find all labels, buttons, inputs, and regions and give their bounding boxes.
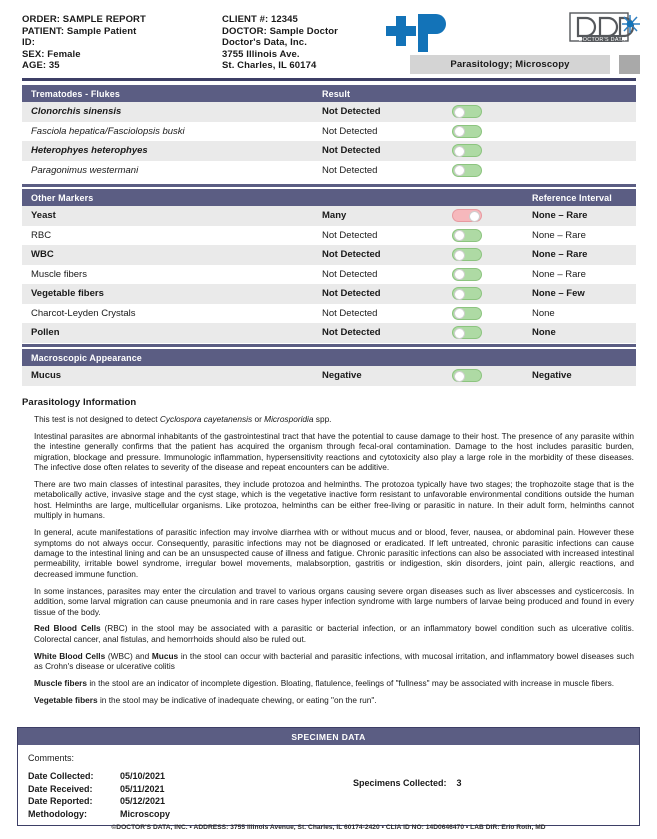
info-paragraph-muscle-fibers: Muscle fibers in the stool are an indicator of incomplete digestion. Bloating, flatulence, feelings of "fullness" may be associated with increase in muscle fibers. (34, 678, 615, 689)
section-trematodes (22, 85, 636, 180)
date-collected-row (28, 770, 639, 783)
toggle-knob (454, 165, 465, 176)
methodology-label: Methodology: (28, 808, 87, 819)
analyte-reference: None – Rare (532, 229, 586, 241)
analyte-name: Mucus (31, 370, 62, 382)
result-indicator (452, 248, 532, 261)
analyte-result: Not Detected (322, 307, 378, 319)
analyte-result: Negative (322, 370, 362, 382)
table-row (22, 265, 636, 285)
analyte-name: Yeast (31, 210, 56, 222)
toggle-knob (454, 107, 465, 118)
analyte-name: Paragonimus westermani (31, 164, 139, 176)
specimen-data-box (17, 727, 640, 826)
table-row (22, 284, 636, 304)
table-row (22, 245, 636, 265)
analyte-result: Not Detected (322, 327, 381, 339)
lab-name-line: Doctor's Data, Inc. (222, 37, 307, 49)
table-row (22, 304, 636, 324)
date-received-label: Date Received: (28, 783, 93, 794)
date-collected-label: Date Collected: (28, 771, 94, 781)
toggle-knob (454, 126, 465, 137)
specimens-collected-value: 3 (456, 778, 462, 788)
toggle-normal-icon (452, 268, 482, 281)
analyte-result: Not Detected (322, 288, 381, 300)
analyte-result: Not Detected (322, 125, 378, 137)
client-line: CLIENT #: 12345 (222, 14, 298, 25)
toggle-normal-icon (452, 307, 482, 320)
info-paragraph: In general, acute manifestations of parasitic infection may involve diarrhea with or without mucus and or blood, fever, nausea, or abdominal pain. However these symptoms do not always occur. Consequently, parasitic infections may not be diagnosed or eradicated. If left untreated, chronic parasitic infections can cause damage to the intestinal lining and can be an unsuspected cause of illness and fatigue. Chronic parasitic infections can also be associated with increased intestinal permeability, irritable bowel syndrome, irregular bowel movements, malabsorption, gastritis or indigestion, skin disorders, joint pain, allergic reactions, and decreased immune function. (34, 527, 634, 579)
column-header-result: Result (322, 88, 351, 99)
analyte-name: Heterophyes heterophyes (31, 145, 148, 157)
info-paragraph: In some instances, parasites may enter the circulation and travel to various organs causing severe organ diseases such as liver abscesses and cysticercosis. In addition, some larval migration can cause pneumonia and in rare cases hyper infection syndrome with large numbers of larvae being produced and found in every tissue of the body. (34, 585, 634, 617)
table-row (22, 141, 636, 161)
patient-line: PATIENT: Sample Patient (22, 25, 137, 37)
info-paragraph-vegetable-fibers: Vegetable fibers in the stool may be indicative of inadequate chewing, or eating "on the run". (34, 694, 377, 705)
result-indicator (452, 105, 532, 118)
toggle-normal-icon (452, 287, 482, 300)
lab-street-line: 3755 Illinois Ave. (222, 48, 300, 60)
toggle-normal-icon (452, 125, 482, 138)
comments-label: Comments: (28, 753, 75, 763)
analyte-result: Not Detected (322, 249, 381, 261)
table-row (22, 206, 636, 226)
analyte-result: Not Detected (322, 229, 378, 241)
toggle-normal-icon (452, 229, 482, 242)
date-received-row (28, 783, 639, 796)
toggle-normal-icon (452, 164, 482, 177)
date-reported-label: Date Reported: (28, 796, 93, 807)
analyte-name: Charcot-Leyden Crystals (31, 307, 136, 319)
section-title: Other Markers (31, 192, 94, 203)
toggle-normal-icon (452, 326, 482, 339)
section-title: Trematodes - Flukes (31, 88, 120, 99)
toggle-knob (454, 308, 465, 319)
order-line: ORDER: SAMPLE REPORT (22, 14, 146, 25)
section-header-other-markers (22, 189, 636, 206)
analyte-reference: None (532, 307, 555, 319)
date-received-value: 05/11/2021 (120, 783, 165, 794)
specimens-collected-label: Specimens Collected: (353, 778, 447, 788)
section-title: Macroscopic Appearance (31, 352, 142, 363)
analyte-name: RBC (31, 229, 52, 241)
analyte-name: Pollen (31, 327, 60, 339)
result-indicator (452, 209, 532, 222)
toggle-knob (454, 230, 465, 241)
analyte-result: Many (322, 210, 347, 222)
header-divider (22, 78, 636, 81)
column-header-reference: Reference Interval (532, 192, 612, 203)
analyte-name: Vegetable fibers (31, 288, 104, 300)
analyte-reference: None (532, 327, 556, 339)
sex-line: SEX: Female (22, 48, 81, 60)
analyte-result: Not Detected (322, 268, 378, 280)
result-indicator (452, 229, 532, 242)
analyte-reference: None – Rare (532, 249, 588, 261)
footer-legal-line: ©DOCTOR'S DATA, INC. • ADDRESS: 3755 Illinois Avenue, St. Charles, IL 60174-2420 • CLIA ID NO: 14D0646470 • LAB DIR: Erlo Roth, MD (111, 824, 546, 831)
methodology-row (28, 808, 639, 821)
toggle-normal-icon (452, 369, 482, 382)
svg-text:DOCTOR'S DATA: DOCTOR'S DATA (578, 37, 626, 43)
doctors-data-logo-icon (568, 11, 644, 51)
report-header (0, 0, 657, 76)
test-color-swatch (619, 55, 640, 74)
toggle-knob (469, 211, 480, 222)
table-row (22, 122, 636, 142)
toggle-knob (454, 250, 465, 261)
age-line: AGE: 35 (22, 60, 60, 72)
info-paragraph: Intestinal parasites are abnormal inhabitants of the gastrointestinal tract that have the potential to cause damage to their host. The presence of any parasite within the intestine generally confirms that the patient has acquired the organism through fecal-oral contamination. Damage to the host includes parasitic burden, migration, blockage and pressure. Immunologic inflammation, hypersensitivity reactions and cytotoxicity also play a large role in the morbidity of these diseases. The infective dose often relates to severity of the disease and repeat encounters can be additive. (34, 430, 634, 473)
toggle-abnormal-icon (452, 209, 482, 222)
analyte-result: Not Detected (322, 106, 381, 118)
result-indicator (452, 164, 532, 177)
toggle-normal-icon (452, 105, 482, 118)
table-row (22, 161, 636, 181)
date-collected-value: 05/10/2021 (120, 771, 166, 781)
toggle-normal-icon (452, 248, 482, 261)
toggle-knob (454, 371, 465, 382)
analyte-reference: Negative (532, 370, 572, 382)
client-info-block (222, 14, 338, 72)
date-reported-row (28, 795, 639, 808)
analyte-result: Not Detected (322, 164, 378, 176)
section-header-macroscopic (22, 349, 636, 366)
section-macroscopic (22, 349, 636, 386)
section-other-markers (22, 189, 636, 343)
parasitology-information (22, 397, 636, 712)
section-divider-2 (22, 344, 636, 347)
result-indicator (452, 369, 532, 382)
info-paragraph: There are two main classes of intestinal parasites, they include protozoa and helminths. The protozoa typically have two stages; the trophozoite stage that is the metabolically active, invasive stage and the cyst stage, which is the vegetative inactive form resistant to unfavorable environmental conditions outside the human host. Helminths are large, multicellular organisms. Like protozoa, helminths can be either free-living or parasitic in nature. In their adult form, helminths cannot multiply in humans. (34, 479, 634, 521)
section-divider-1 (22, 184, 636, 187)
analyte-reference: None – Rare (532, 210, 588, 222)
toggle-knob (454, 328, 465, 339)
specimen-data-body (18, 745, 639, 825)
lab-city-line: St. Charles, IL 60174 (222, 60, 317, 72)
analyte-result: Not Detected (322, 145, 381, 157)
info-paragraph-wbc: White Blood Cells (WBC) and Mucus in the stool can occur with bacterial and parasitic infections, with mucosal irritation, and inflammatory bowel diseases such as Crohn's disease or ulcerative colitis (34, 650, 634, 672)
info-title: Parasitology Information (22, 397, 137, 408)
result-indicator (452, 268, 532, 281)
result-indicator (452, 307, 532, 320)
info-paragraph: This test is not designed to detect Cyclospora cayetanensis or Microsporidia spp. (34, 414, 332, 424)
specimens-collected (353, 778, 462, 788)
table-row (22, 323, 636, 343)
analyte-reference: None – Few (532, 288, 585, 300)
analyte-name: Clonorchis sinensis (31, 106, 122, 118)
result-indicator (452, 287, 532, 300)
test-name-banner: Parasitology; Microscopy (410, 55, 610, 74)
result-indicator (452, 125, 532, 138)
analyte-name: WBC (31, 249, 54, 261)
toggle-knob (454, 289, 465, 300)
table-row (22, 226, 636, 246)
toggle-normal-icon (452, 144, 482, 157)
table-row (22, 102, 636, 122)
id-line: ID: (22, 37, 35, 49)
date-reported-value: 05/12/2021 (120, 796, 166, 807)
parasitology-cross-p-icon (384, 14, 446, 52)
doctor-line: DOCTOR: Sample Doctor (222, 25, 338, 37)
patient-info-block (22, 14, 146, 72)
analyte-name: Fasciola hepatica/Fasciolopsis buski (31, 125, 185, 137)
info-paragraph-rbc: Red Blood Cells (RBC) in the stool may be associated with a parasitic or bacterial infection, or an inflammatory bowel condition such as ulcerative colitis. Colorectal cancer, anal fistulas, and hemorrhoids should also be ruled out. (34, 623, 634, 644)
specimen-data-header: SPECIMEN DATA (18, 728, 639, 745)
toggle-knob (454, 269, 465, 280)
toggle-knob (454, 146, 465, 157)
result-indicator (452, 326, 532, 339)
specimen-fields (28, 770, 639, 820)
methodology-value: Microscopy (120, 808, 171, 819)
section-header-trematodes (22, 85, 636, 102)
table-row (22, 366, 636, 386)
analyte-reference: None – Rare (532, 268, 586, 280)
result-indicator (452, 144, 532, 157)
analyte-name: Muscle fibers (31, 268, 87, 280)
